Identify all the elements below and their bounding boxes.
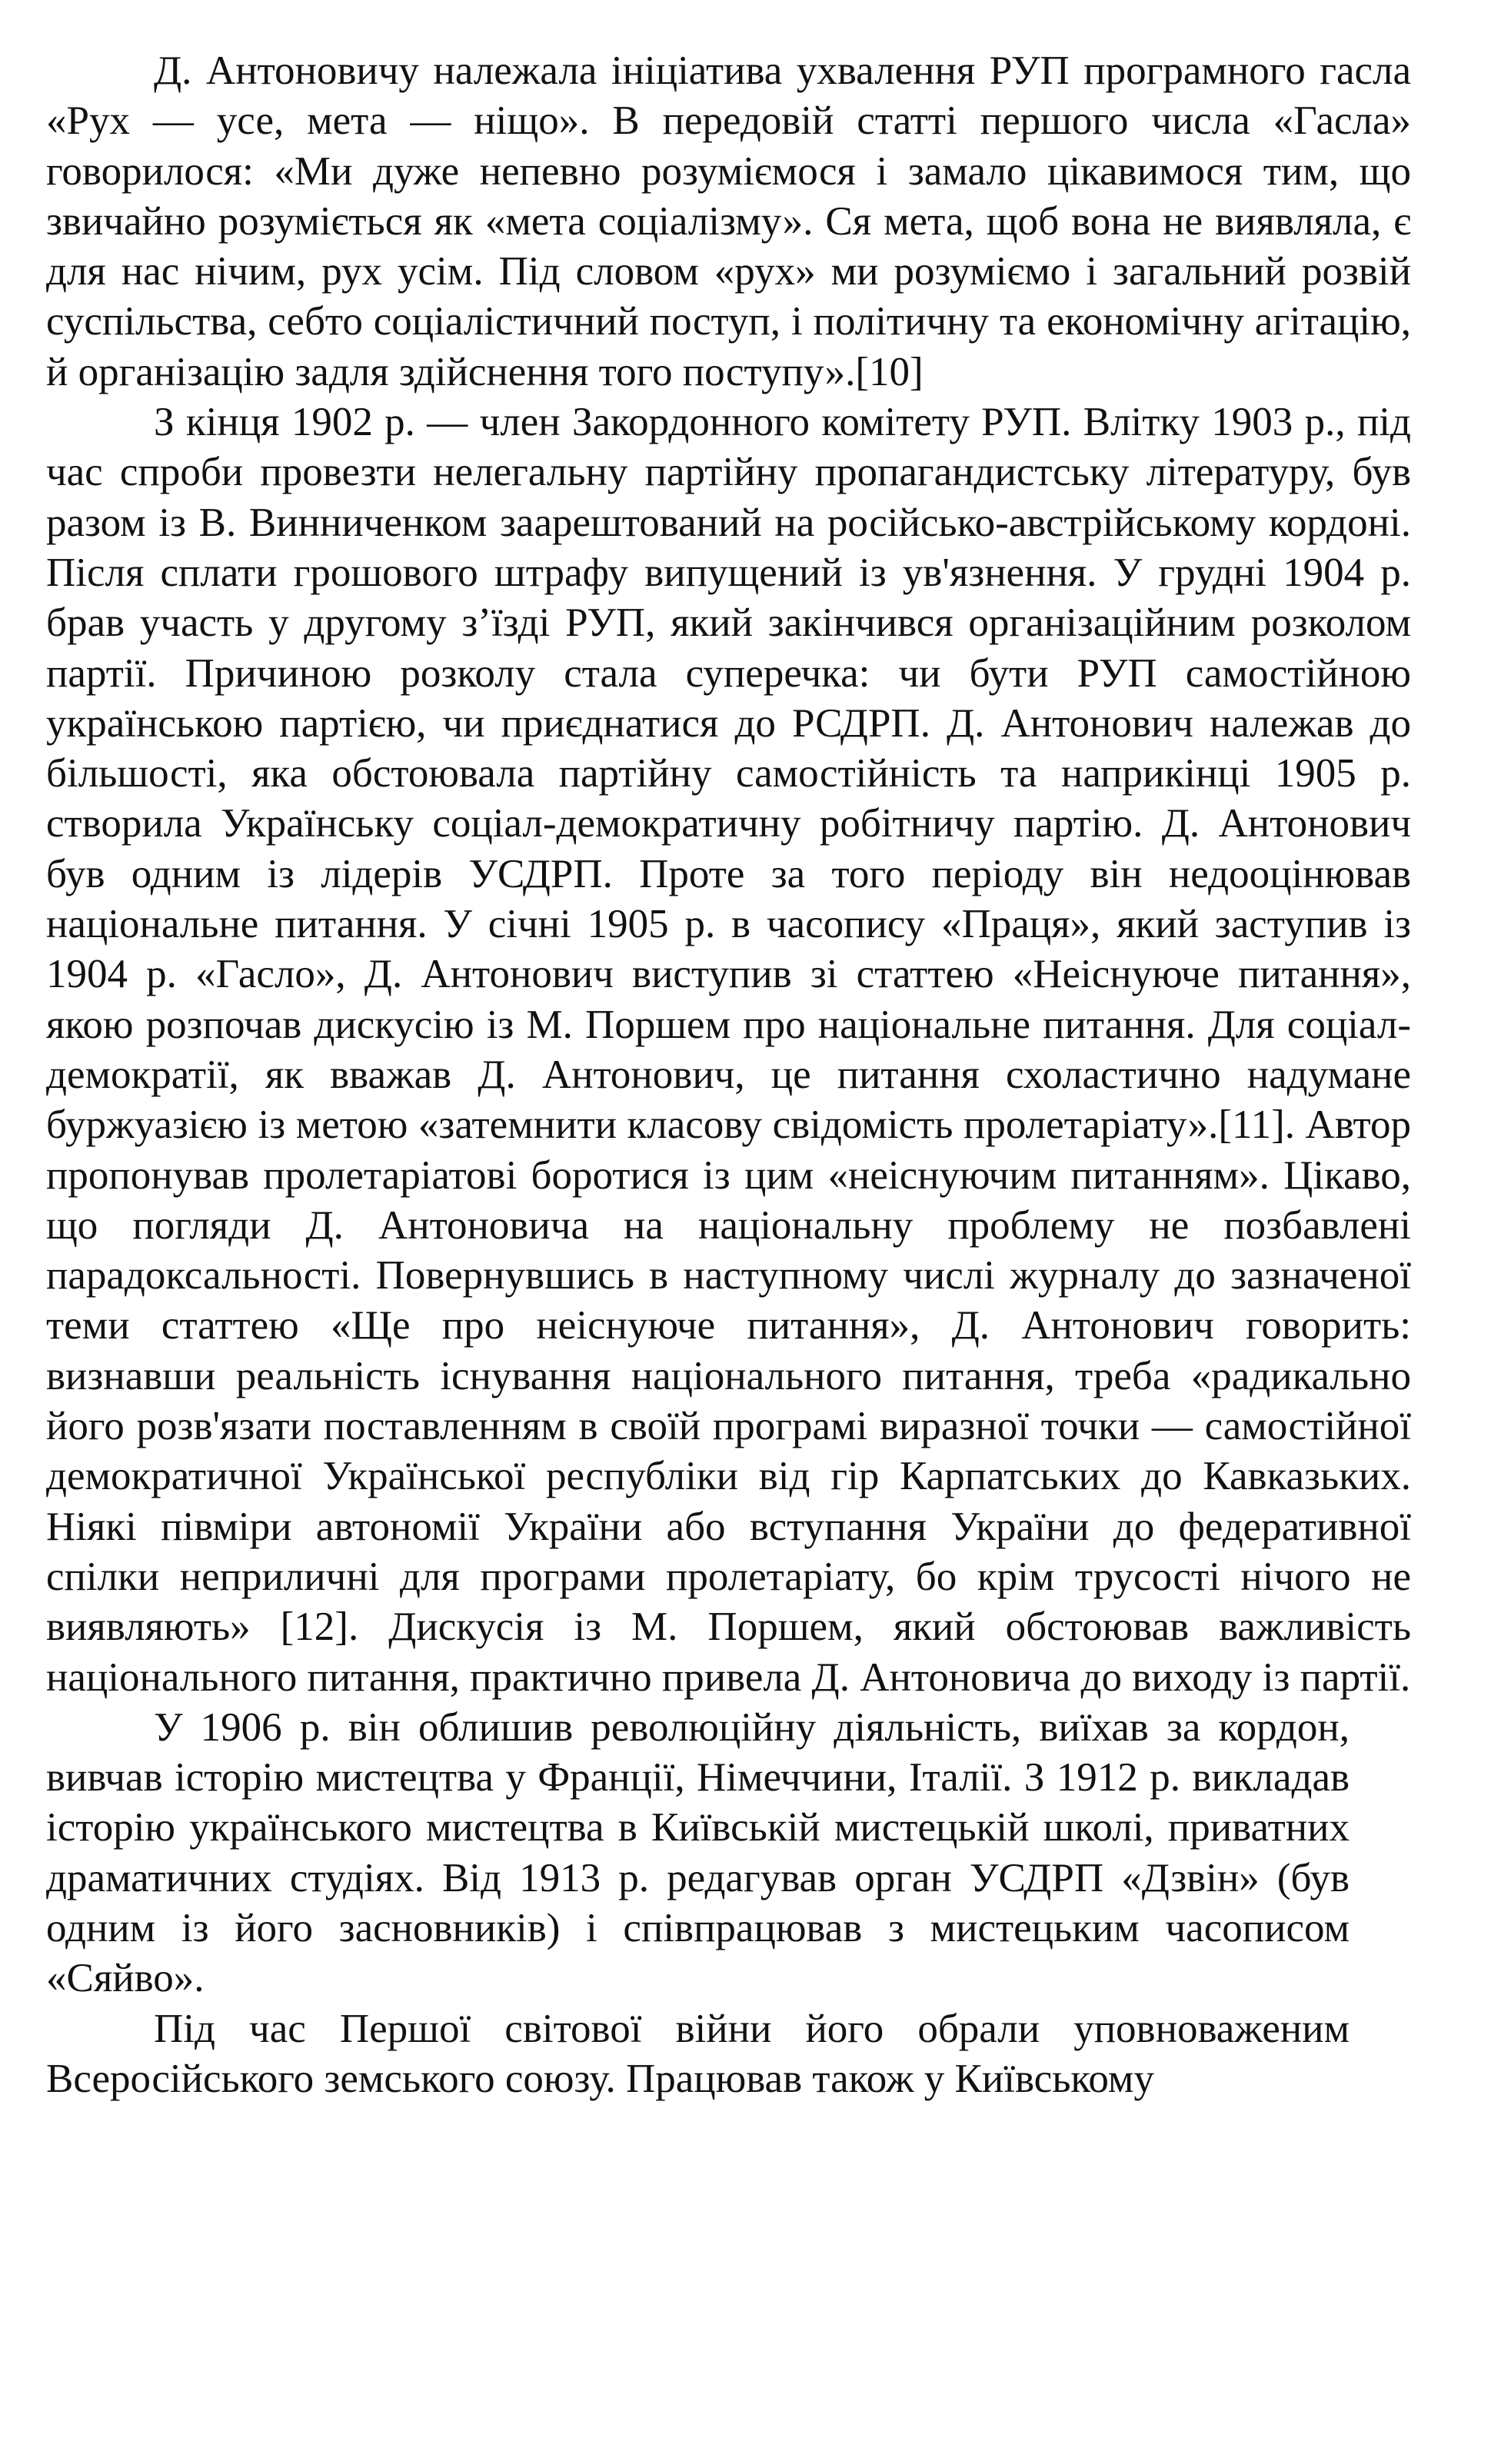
paragraph-slogan: Д. Антоновичу належала ініціатива ухвалення РУП програмного гасла «Рух — усе, мета — ніщо». В передовій статті першого числа «Гасла» говорилося: «Ми дуже непевно розуміємося і замало цікавимося тим, що звичайно розуміється як «мета соціалізму». Ся мета, щоб вона не виявляла, є для нас нічим, рух усім. Під словом «рух» ми розуміємо і загальний розвій суспільства, себто соціалістичний поступ, і політичну та економічну агітацію, й організацію задля здійснення того поступу».[10] (46, 48, 1411, 394)
document-page (46, 46, 1411, 2104)
paragraph-world-war: Під час Першої світової війни його обрали уповноваженим Всеросійського земського союзу. Працював також у Київському (46, 2006, 1350, 2101)
paragraph-party-activity: З кінця 1902 р. — член Закордонного комітету РУП. Влітку 1903 р., під час спроби провезти нелегальну партійну пропагандистську літературу, був разом із В. Винниченком заарештований на російсько-австрійському кордоні. Після сплати грошового штрафу випущений із ув'язнення. У грудні 1904 р. брав участь у другому з’їзді РУП, який закінчився організаційним розколом партії. Причиною розколу стала суперечка: чи бути РУП самостійною українською партією, чи приєднатися до РСДРП. Д. Антонович належав до більшості, яка обстоювала партійну самостійність та наприкінці 1905 р. створила Українську соціал-демократичну робітничу партію. Д. Антонович був одним із лідерів УСДРП. Проте за того періоду він недооцінював національне питання. У січні 1905 р. в часопису «Праця», який заступив із 1904 р. «Гасло», Д. Антонович виступив зі статтею «Неіснуюче питання», якою розпочав дискусію із М. Поршем про національне питання. Для соціал-демократії, як вважав Д. Антонович, це питання схоластично надумане буржуазією із метою «затемнити класову свідомість пролетаріату».[11]. Автор пропонував пролетаріатові боротися із цим «неіснуючим питанням». Цікаво, що погляди Д. Антоновича на національну проблему не позбавлені парадоксальності. Повернувшись в наступному числі журналу до зазначеної теми статтею «Ще про неіснуюче питання», Д. Антонович говорить: визнавши реальність існування національного питання, треба «радикально його розв'язати поставленням в своїй програмі виразної точки — самостійної демократичної Української республіки від гір Карпатських до Кавказьких. Ніякі півміри автономії України або вступання України до федеративної спілки неприличні для програми пролетаріату, бо крім трусості нічого не виявляють» [12]. Дискусія із М. Поршем, який обстоював важливість національного питання, практично привела Д. Антоновича до виходу із партії. (46, 400, 1411, 1700)
paragraph-art-history: У 1906 р. він облишив революційну діяльність, виїхав за кордон, вивчав історію мистецтва у Франції, Німеччини, Італії. З 1912 р. викладав історію українського мистецтва в Київській мистецькій школі, приватних драматичних студіях. Від 1913 р. редагував орган УСДРП «Дзвін» (був одним із його засновників) і співпрацював з мистецьким часописом «Сяйво». (46, 1704, 1350, 2001)
